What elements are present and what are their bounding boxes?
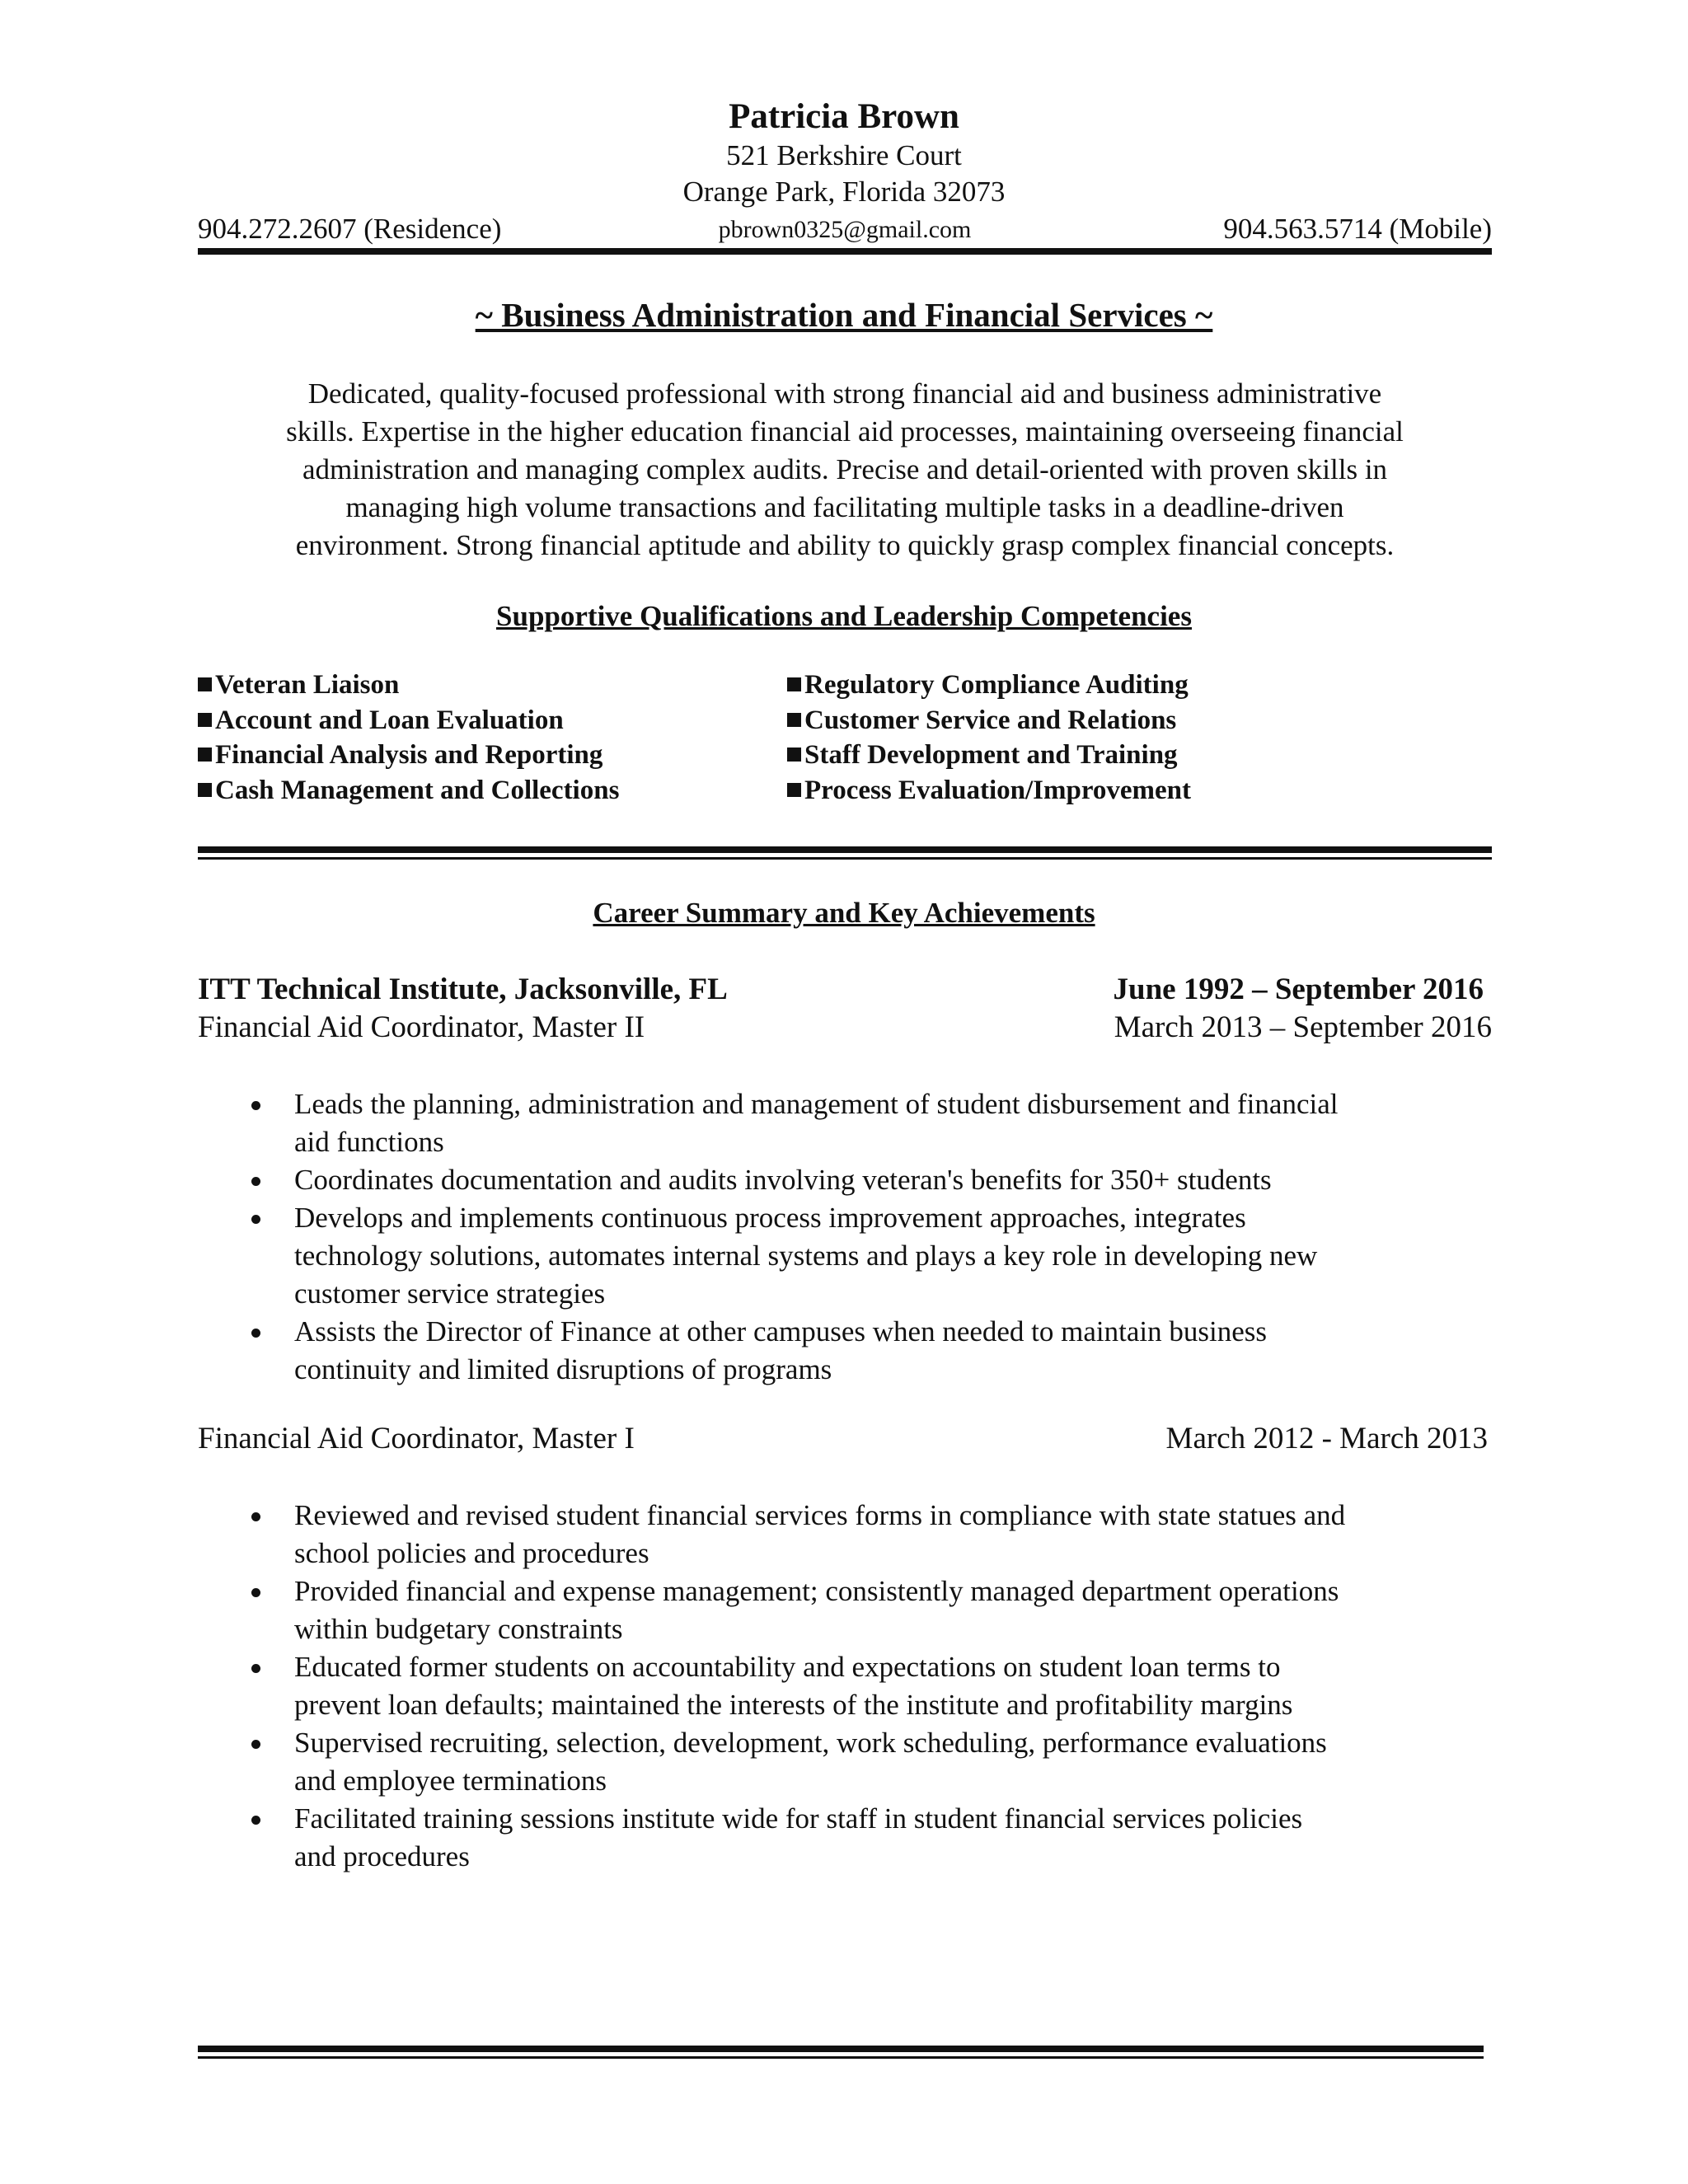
contact-row [198,210,1492,248]
address-line-2: Orange Park, Florida 32073 [682,176,1006,208]
position-dates: March 2013 – September 2016 [1114,1010,1492,1044]
square-bullet-icon [787,748,801,762]
employer-name: ITT Technical Institute, Jacksonville, FL [198,972,728,1006]
square-bullet-icon [787,713,801,727]
square-bullet-icon [198,783,212,797]
professional-headline: ~ Business Administration and Financial Services ~ [475,296,1213,334]
bullet-icon [251,1329,260,1338]
section-divider-thick [198,846,1492,853]
competency-item: Customer Service and Relations [787,703,1191,738]
square-bullet-icon [198,677,212,691]
competency-item: Financial Analysis and Reporting [198,738,619,773]
achievement-item: Develops and implements continuous process improvement approaches, integrates technology solutions, automates internal systems and plays a key role in developing new customer service strategies [251,1199,1504,1313]
residence-phone: 904.272.2607 (Residence) [198,213,502,245]
competency-item: Process Evaluation/Improvement [787,773,1191,808]
competency-item: Account and Loan Evaluation [198,703,619,738]
summary-line: environment. Strong financial aptitude and ability to quickly grasp complex financial concepts. [295,529,1395,561]
section-divider-thin [198,857,1492,860]
competency-item: Staff Development and Training [787,738,1191,773]
achievement-item: Facilitated training sessions institute wide for staff in student financial services policies and procedures [251,1800,1504,1876]
position-achievements [251,1497,1504,1876]
square-bullet-icon [787,677,801,691]
footer-divider-thin [198,2056,1484,2059]
achievement-item: Coordinates documentation and audits involving veteran's benefits for 350+ students [251,1161,1504,1199]
bullet-icon [251,1664,260,1673]
square-bullet-icon [787,783,801,797]
achievement-item: Educated former students on accountability and expectations on student loan terms to prevent loan defaults; maintained the interests of the institute and profitability margins [251,1648,1504,1724]
candidate-name: Patricia Brown [729,97,959,136]
square-bullet-icon [198,713,212,727]
summary-line: managing high volume transactions and facilitating multiple tasks in a deadline-driven [345,491,1344,523]
bullet-icon [251,1816,260,1825]
professional-summary [198,375,1492,565]
bullet-icon [251,1512,260,1521]
mobile-phone: 904.563.5714 (Mobile) [1223,213,1492,245]
competency-item: Veteran Liaison [198,668,619,703]
achievement-item: Provided financial and expense management; consistently managed department operations within budgetary constraints [251,1572,1504,1648]
achievement-item: Assists the Director of Finance at other campuses when needed to maintain business continuity and limited disruptions of programs [251,1313,1504,1389]
career-heading: Career Summary and Key Achievements [593,897,1095,929]
bullet-icon [251,1740,260,1749]
summary-line: skills. Expertise in the higher education financial aid processes, maintaining overseeing financial [286,415,1404,448]
address-line-1: 521 Berkshire Court [726,139,962,171]
achievement-item: Reviewed and revised student financial services forms in compliance with state statues and school policies and procedures [251,1497,1504,1572]
position-achievements [251,1085,1504,1389]
bullet-icon [251,1101,260,1110]
bullet-icon [251,1588,260,1597]
employer-dates: June 1992 – September 2016 [1113,972,1484,1006]
competencies-right-column [787,668,1191,808]
achievement-item: Supervised recruiting, selection, development, work scheduling, performance evaluations and employee terminations [251,1724,1504,1800]
competency-item: Cash Management and Collections [198,773,619,808]
square-bullet-icon [198,748,212,762]
position-dates: March 2012 - March 2013 [1165,1422,1488,1455]
bullet-icon [251,1177,260,1186]
qualifications-heading: Supportive Qualifications and Leadership Competencies [496,600,1192,632]
summary-line: Dedicated, quality-focused professional with strong financial aid and business administrative [307,377,1382,410]
achievement-item: Leads the planning, administration and management of student disbursement and financial aid functions [251,1085,1504,1161]
position-title: Financial Aid Coordinator, Master I [198,1422,635,1455]
footer-divider-thick [198,2046,1484,2052]
email-address: pbrown0325@gmail.com [718,216,972,243]
header-divider [198,248,1492,255]
summary-line: administration and managing complex audits. Precise and detail-oriented with proven skills in [302,453,1388,485]
competencies-left-column [198,668,619,808]
position-title: Financial Aid Coordinator, Master II [198,1010,645,1044]
competency-item: Regulatory Compliance Auditing [787,668,1191,703]
bullet-icon [251,1215,260,1224]
